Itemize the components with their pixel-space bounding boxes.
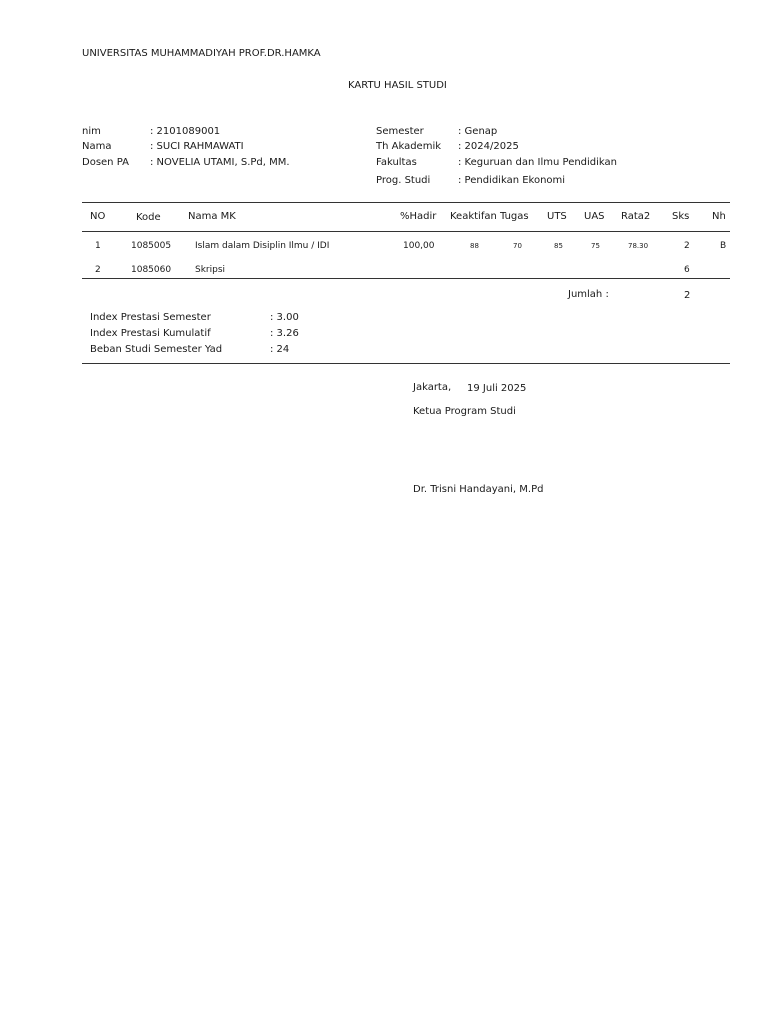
fakultas-label: Fakultas: [376, 157, 417, 168]
row1-no: 1: [95, 241, 101, 251]
signature-date: 19 Juli 2025: [467, 383, 527, 394]
col-header-no: NO: [90, 211, 106, 222]
row1-hadir: 100,00: [403, 241, 435, 251]
col-header-nh: Nh: [712, 211, 726, 222]
ips-value: : 3.00: [270, 312, 299, 323]
col-header-keaktifan-tugas: Keaktifan Tugas: [450, 211, 529, 222]
row2-nama-mk: Skripsi: [195, 265, 226, 275]
prodi-value: : Pendidikan Ekonomi: [458, 175, 566, 186]
semester-value: : Genap: [458, 126, 498, 137]
col-header-uas: UAS: [584, 211, 605, 222]
jumlah-value: 2: [684, 290, 691, 301]
prodi-label: Prog. Studi: [376, 175, 431, 186]
row1-sks: 2: [684, 241, 690, 251]
fakultas-value: : Keguruan dan Ilmu Pendidikan: [458, 157, 618, 168]
signature-role: Ketua Program Studi: [413, 406, 516, 417]
row2-kode: 1085060: [131, 265, 172, 275]
university-name: UNIVERSITAS MUHAMMADIYAH PROF.DR.HAMKA: [82, 48, 321, 59]
col-header-uts: UTS: [547, 211, 567, 222]
table-header-rule: [82, 231, 730, 232]
col-header-kode: Kode: [136, 212, 161, 223]
row2-sks: 6: [684, 265, 690, 275]
col-header-rata2: Rata2: [621, 211, 651, 222]
row1-rata2: 78.30: [628, 242, 649, 250]
signature-city: Jakarta,: [413, 382, 452, 393]
row1-uas: 75: [591, 242, 600, 250]
beban-value: : 24: [270, 344, 290, 355]
col-header-nama-mk: Nama MK: [188, 211, 236, 222]
dosen-label: Dosen PA: [82, 157, 129, 168]
ipk-label: Index Prestasi Kumulatif: [90, 328, 211, 339]
semester-label: Semester: [376, 126, 424, 137]
row2-no: 2: [95, 265, 101, 275]
row1-kode: 1085005: [131, 241, 172, 251]
nama-label: Nama: [82, 141, 112, 152]
row1-nh: B: [720, 241, 727, 251]
row1-keaktifan: 88: [470, 242, 479, 250]
row1-tugas: 70: [513, 242, 522, 250]
signature-name: Dr. Trisni Handayani, M.Pd: [413, 484, 544, 495]
col-header-sks: Sks: [672, 211, 690, 222]
col-header-hadir: %Hadir: [400, 211, 437, 222]
row1-nama-mk: Islam dalam Disiplin Ilmu / IDI: [195, 241, 330, 251]
beban-label: Beban Studi Semester Yad: [90, 344, 223, 355]
nim-label: nim: [82, 126, 101, 137]
table-bottom-rule: [82, 278, 730, 279]
nim-value: : 2101089001: [150, 126, 221, 137]
nama-value: : SUCI RAHMAWATI: [150, 141, 244, 152]
row1-uts: 85: [554, 242, 563, 250]
summary-rule: [82, 363, 730, 364]
ipk-value: : 3.26: [270, 328, 299, 339]
document-title: KARTU HASIL STUDI: [348, 80, 447, 91]
table-top-rule: [82, 202, 730, 203]
ips-label: Index Prestasi Semester: [90, 312, 211, 323]
th-akademik-label: Th Akademik: [376, 141, 442, 152]
dosen-value: : NOVELIA UTAMI, S.Pd, MM.: [150, 157, 290, 168]
th-akademik-value: : 2024/2025: [458, 141, 519, 152]
jumlah-label: Jumlah :: [568, 289, 609, 300]
